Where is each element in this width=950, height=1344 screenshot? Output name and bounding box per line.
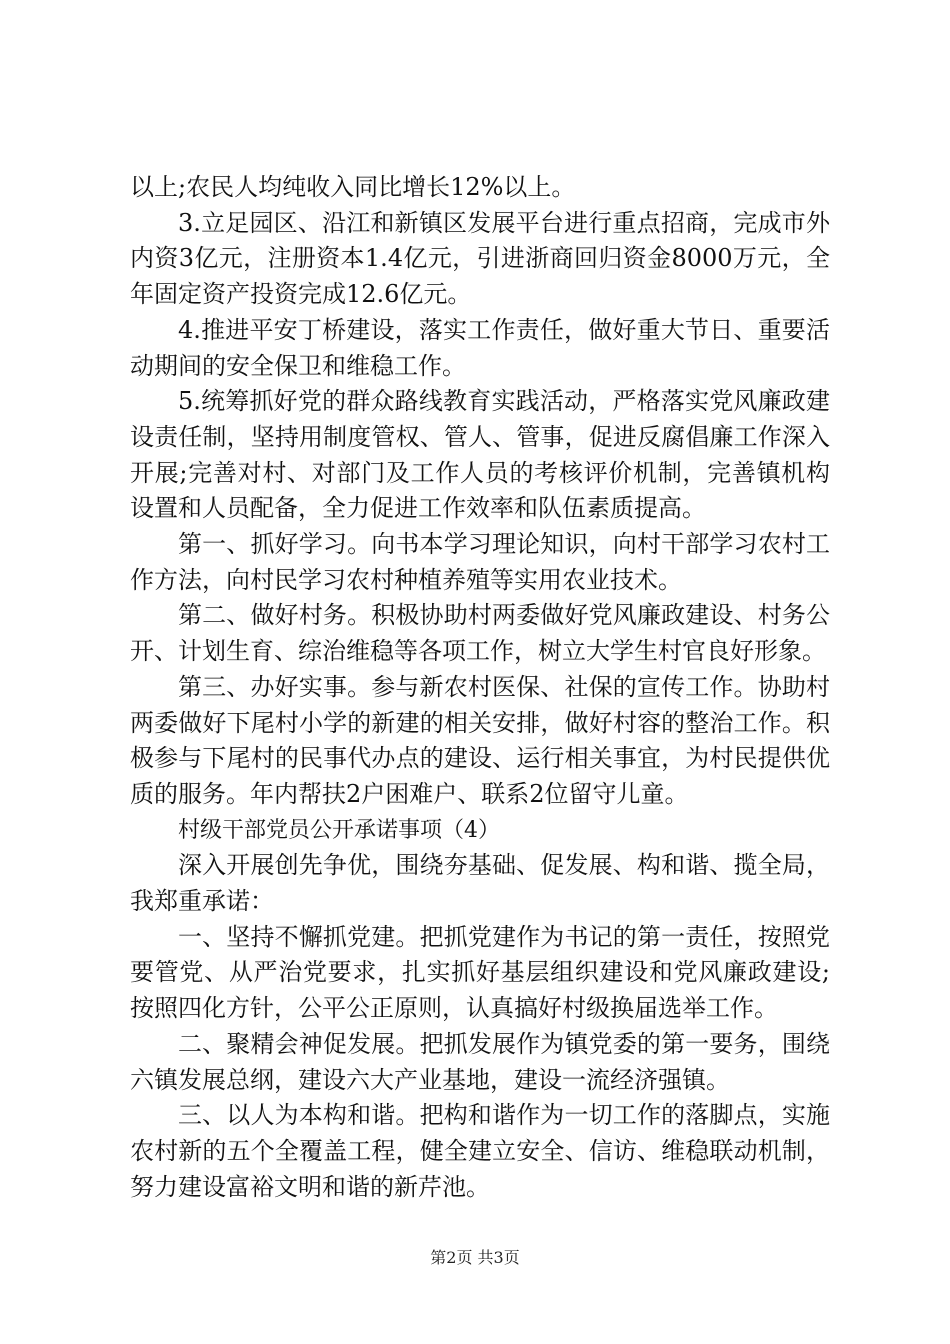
paragraph-promise-1: 一、坚持不懈抓党建。把抓党建作为书记的第一责任，按照党要管党、从严治党要求，扎实抓好基层组织建设和党风廉政建设;按照四化方针，公平公正原则，认真搞好村级换届选举工作。 — [130, 922, 830, 1023]
paragraph-first: 第一、抓好学习。向书本学习理论知识，向村干部学习农村工作方法，向村民学习农村种植养殖等实用农业技术。 — [130, 530, 830, 594]
paragraph-promise-intro: 深入开展创先争优，围绕夯基础、促发展、构和谐、揽全局，我郑重承诺： — [130, 851, 830, 916]
section-heading: 村级干部党员公开承诺事项（4） — [178, 817, 500, 843]
paragraph-promise-3: 三、以人为本构和谐。把构和谐作为一切工作的落脚点，实施农村新的五个全覆盖工程，健全建立安全、信访、维稳联动机制，努力建设富裕文明和谐的新芹池。 — [130, 1101, 830, 1201]
paragraph-second: 第二、做好村务。积极协助村两委做好党风廉政建设、村务公开、计划生育、综治维稳等各项工作，树立大学生村官良好形象。 — [130, 601, 830, 666]
paragraph-item-4: 4.推进平安丁桥建设，落实工作责任，做好重大节日、重要活动期间的安全保卫和维稳工作。 — [130, 315, 830, 380]
paragraph-item-3: 3.立足园区、沿江和新镇区发展平台进行重点招商，完成市外内资3亿元，注册资本1.4亿元，引进浙商回归资金8000万元，全年固定资产投资完成12.6亿元。 — [130, 208, 830, 309]
paragraph-promise-2: 二、聚精会神促发展。把抓发展作为镇党委的第一要务，围绕六镇发展总纲，建设六大产业基地，建设一流经济强镇。 — [130, 1029, 830, 1094]
paragraph-item-5: 5.统筹抓好党的群众路线教育实践活动，严格落实党风廉政建设责任制，坚持用制度管权、管人、管事，促进反腐倡廉工作深入开展;完善对村、对部门及工作人员的考核评价机制，完善镇机构设置和人员配备，全力促进工作效率和队伍素质提高。 — [130, 387, 830, 523]
document-body — [130, 170, 830, 1205]
paragraph-income: 以上;农民人均纯收入同比增长12%以上。 — [130, 173, 576, 201]
paragraph-third: 第三、办好实事。参与新农村医保、社保的宣传工作。协助村两委做好下尾村小学的新建的相关安排，做好村容的整治工作。积极参与下尾村的民事代办点的建设、运行相关事宜，为村民提供优质的服务。年内帮扶2户困难户、联系2位留守儿童。 — [130, 672, 830, 808]
page-footer: 第2页 共3页 — [430, 1248, 520, 1267]
